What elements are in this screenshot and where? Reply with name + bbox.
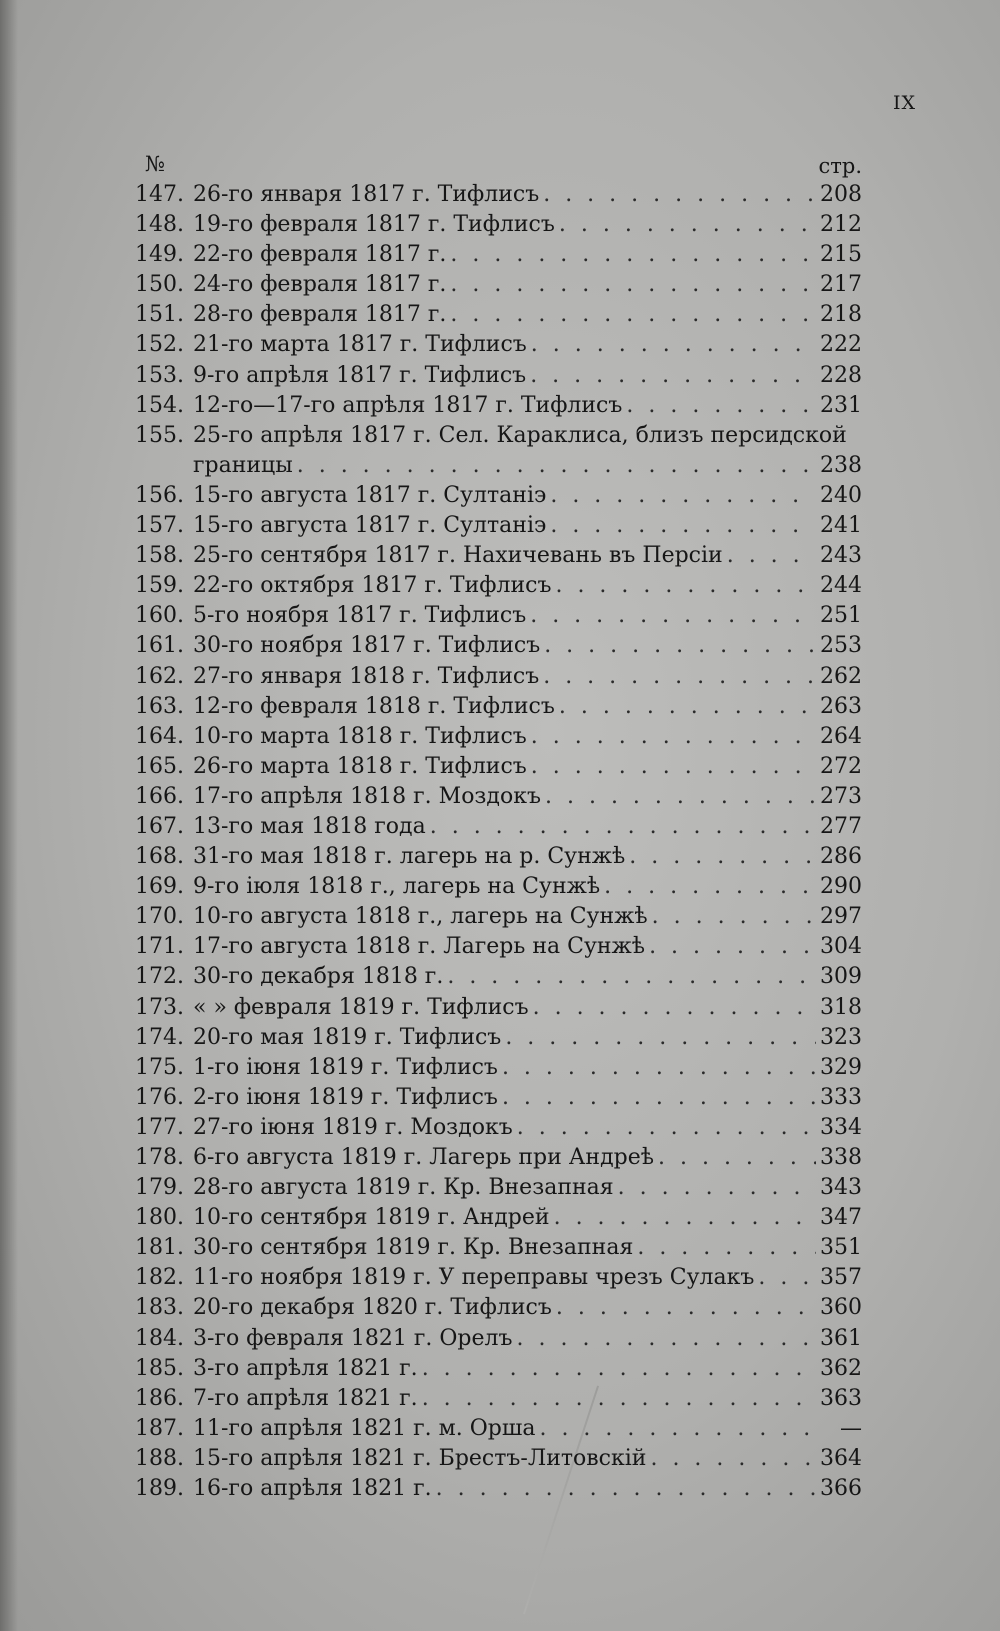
page-edge-shadow — [0, 0, 18, 1631]
entry-title: 26-го марта 1818 г. Тифлисъ — [193, 753, 527, 779]
leader-dots — [539, 1414, 818, 1444]
leader-dots — [531, 722, 816, 752]
leader-dots — [530, 361, 816, 391]
leader-dots — [658, 1143, 816, 1173]
entry-page: 272 — [820, 753, 862, 779]
entry-page: 363 — [820, 1385, 862, 1411]
entry-page: 361 — [820, 1325, 862, 1351]
leader-dots — [430, 812, 816, 842]
entry-page: 238 — [820, 452, 862, 478]
toc-entry — [135, 391, 862, 421]
entry-page: 228 — [820, 362, 862, 388]
leader-dots — [517, 1113, 816, 1143]
toc-entry — [135, 1263, 862, 1293]
leader-dots — [554, 1203, 816, 1233]
leader-dots — [556, 1293, 816, 1323]
toc-entry — [135, 1414, 862, 1444]
entry-number: 179. — [135, 1175, 184, 1201]
entry-page: 243 — [820, 543, 862, 569]
entry-title: 11-го апрѣля 1821 г. м. Орша — [193, 1415, 536, 1441]
leader-dots — [649, 932, 816, 962]
leader-dots — [531, 330, 816, 360]
entry-title: 2-го іюня 1819 г. Тифлисъ — [193, 1084, 498, 1110]
leader-dots — [543, 180, 816, 210]
entry-number: 150. — [135, 272, 184, 298]
entry-title: 28-го августа 1819 г. Кр. Внезапная — [193, 1175, 614, 1201]
toc-entry — [135, 481, 862, 511]
entry-number: 158. — [135, 543, 184, 569]
entry-title: 22-го февраля 1817 г. — [193, 242, 447, 268]
leader-dots — [545, 782, 816, 812]
entry-number: 172. — [135, 964, 184, 990]
entry-title: 17-го апрѣля 1818 г. Моздокъ — [193, 783, 541, 809]
entry-title: 20-го мая 1819 г. Тифлисъ — [193, 1024, 502, 1050]
entry-title: « » февраля 1819 г. Тифлисъ — [193, 994, 529, 1020]
entry-page: 366 — [820, 1476, 862, 1502]
toc-entry — [135, 692, 862, 722]
entry-page: 212 — [820, 212, 862, 238]
toc-entry — [135, 421, 862, 451]
entry-page: 231 — [820, 392, 862, 418]
entry-page: 297 — [820, 904, 862, 930]
entry-page: 360 — [820, 1295, 862, 1321]
entry-page: 208 — [820, 182, 862, 207]
entry-title: 30-го ноября 1817 г. Тифлисъ — [193, 633, 541, 659]
toc-entry — [135, 631, 862, 661]
entry-page: 364 — [820, 1445, 862, 1471]
entry-title: 28-го февраля 1817 г. — [193, 302, 447, 328]
leader-dots — [604, 872, 816, 902]
toc-entry — [135, 1233, 862, 1263]
entry-number: 181. — [135, 1235, 184, 1261]
entry-number: 171. — [135, 934, 184, 960]
entry-page: 290 — [820, 874, 862, 900]
toc-entry — [135, 1293, 862, 1323]
leader-dots — [727, 541, 816, 571]
entry-page: 240 — [820, 482, 862, 508]
entry-page: 323 — [820, 1024, 862, 1050]
entry-page: 253 — [820, 633, 862, 659]
leader-dots — [626, 391, 816, 421]
toc-entry — [135, 511, 862, 541]
entry-number: 147. — [135, 182, 184, 207]
entry-page: — — [840, 1415, 862, 1441]
entry-number: 154. — [135, 392, 184, 418]
entry-title: 31-го мая 1818 г. лагерь на р. Сунжѣ — [193, 844, 626, 870]
toc-entry — [135, 571, 862, 601]
entry-number: 189. — [135, 1476, 184, 1502]
entry-page: 357 — [820, 1265, 862, 1291]
entry-title: 12-го—17-го апрѣля 1817 г. Тифлисъ — [193, 392, 623, 418]
toc-entry — [135, 601, 862, 631]
entry-number: 163. — [135, 693, 184, 719]
toc-header — [135, 152, 862, 180]
leader-dots — [758, 1263, 816, 1293]
entry-number: 160. — [135, 603, 184, 629]
leader-dots — [559, 210, 816, 240]
entry-number: 157. — [135, 513, 184, 539]
toc-entry — [135, 812, 862, 842]
toc-entry — [135, 1384, 862, 1414]
leader-dots — [422, 1354, 816, 1384]
entry-title: 12-го февраля 1818 г. Тифлисъ — [193, 693, 555, 719]
toc-entry — [135, 1023, 862, 1053]
leader-dots — [422, 1384, 816, 1414]
entry-number: 152. — [135, 332, 184, 358]
entry-title: 30-го декабря 1818 г. — [193, 964, 444, 990]
entry-title: 19-го февраля 1817 г. Тифлисъ — [193, 212, 555, 238]
toc-entry-continuation — [135, 451, 862, 481]
entry-page: 333 — [820, 1084, 862, 1110]
entry-title: 3-го апрѣля 1821 г. — [193, 1355, 418, 1381]
entry-page: 273 — [820, 783, 862, 809]
entry-number: 180. — [135, 1205, 184, 1231]
leader-dots — [450, 300, 816, 330]
toc-entry — [135, 993, 862, 1023]
toc-entry — [135, 902, 862, 932]
entry-title: 27-го января 1818 г. Тифлисъ — [193, 663, 540, 689]
entry-title: 3-го февраля 1821 г. Орелъ — [193, 1325, 513, 1351]
entry-title: 20-го декабря 1820 г. Тифлисъ — [193, 1295, 552, 1321]
entry-title: 27-го іюня 1819 г. Моздокъ — [193, 1114, 513, 1140]
entry-title: 24-го февраля 1817 г. — [193, 272, 447, 298]
entry-number: 173. — [135, 994, 184, 1020]
leader-dots — [544, 631, 816, 661]
entry-number: 177. — [135, 1114, 184, 1140]
entry-number: 182. — [135, 1265, 184, 1291]
entry-title: 15-го августа 1817 г. Султаніэ — [193, 482, 547, 508]
entry-number: 151. — [135, 302, 184, 328]
entry-title: 21-го марта 1817 г. Тифлисъ — [193, 332, 527, 358]
entry-title: 15-го августа 1817 г. Султаніэ — [193, 513, 547, 539]
toc-entry — [135, 1173, 862, 1203]
entry-page: 244 — [820, 573, 862, 599]
entry-number: 149. — [135, 242, 184, 268]
entry-number: 159. — [135, 573, 184, 599]
entry-number: 174. — [135, 1024, 184, 1050]
entry-number: 185. — [135, 1355, 184, 1381]
leader-dots — [502, 1053, 816, 1083]
entry-number: 166. — [135, 783, 184, 809]
entry-page: 362 — [820, 1355, 862, 1381]
toc-entry — [135, 180, 862, 210]
toc-entry — [135, 1053, 862, 1083]
leader-dots — [650, 1444, 816, 1474]
leader-dots — [516, 1324, 816, 1354]
leader-dots — [637, 1233, 816, 1263]
entry-number: 187. — [135, 1415, 184, 1441]
entry-page: 217 — [820, 272, 862, 298]
leader-dots — [531, 752, 816, 782]
entry-page: 286 — [820, 844, 862, 870]
entry-number: 170. — [135, 904, 184, 930]
entry-page: 304 — [820, 934, 862, 960]
toc-entry — [135, 1474, 862, 1504]
entry-page: 241 — [820, 513, 862, 539]
entry-page: 318 — [820, 994, 862, 1020]
entry-page: 277 — [820, 813, 862, 839]
leader-dots — [629, 842, 816, 872]
toc-entry — [135, 1444, 862, 1474]
leader-dots — [550, 511, 816, 541]
toc-entry — [135, 270, 862, 300]
toc-entry — [135, 752, 862, 782]
entry-title: 15-го апрѣля 1821 г. Брестъ-Литовскій — [193, 1445, 647, 1471]
toc-entry — [135, 1143, 862, 1173]
entry-number: 183. — [135, 1295, 184, 1321]
entry-title: 26-го января 1817 г. Тифлисъ — [193, 182, 540, 207]
entry-title: 30-го сентября 1819 г. Кр. Внезапная — [193, 1235, 634, 1261]
entry-page: 215 — [820, 242, 862, 268]
page-number: IX — [893, 92, 917, 114]
toc-entry — [135, 330, 862, 360]
entry-title: 25-го апрѣля 1817 г. Сел. Караклиса, близъ персидской — [193, 422, 847, 448]
leader-dots — [533, 993, 816, 1023]
entry-page: 338 — [820, 1145, 862, 1170]
entry-number: 153. — [135, 362, 184, 388]
entry-title: 11-го ноября 1819 г. У переправы чрезъ Сулакъ — [193, 1265, 755, 1291]
leader-dots — [530, 601, 816, 631]
entry-page: 309 — [820, 964, 862, 990]
entry-title: 17-го августа 1818 г. Лагерь на Сунжѣ — [193, 934, 646, 960]
entry-title: 10-го марта 1818 г. Тифлисъ — [193, 723, 527, 749]
entry-number: 155. — [135, 422, 184, 448]
entry-number: 164. — [135, 723, 184, 749]
entry-page: 264 — [820, 723, 862, 749]
entry-title: 13-го мая 1818 года — [193, 813, 426, 839]
header-page-label: стр. — [818, 154, 862, 178]
toc-entry — [135, 361, 862, 391]
entry-page: 334 — [820, 1114, 862, 1140]
entry-title: 10-го сентября 1819 г. Андрей — [193, 1205, 550, 1231]
toc-entry — [135, 962, 862, 992]
toc-entry — [135, 300, 862, 330]
entry-number: 188. — [135, 1445, 184, 1471]
leader-dots — [502, 1083, 816, 1113]
entry-number: 168. — [135, 844, 184, 870]
entry-title: 25-го сентября 1817 г. Нахичевань въ Персіи — [193, 543, 723, 569]
entry-page: 251 — [820, 603, 862, 629]
leader-dots — [550, 481, 816, 511]
toc-entry — [135, 1354, 862, 1384]
toc-entry — [135, 722, 862, 752]
entry-number: 186. — [135, 1385, 184, 1411]
leader-dots — [555, 571, 816, 601]
entry-page: 329 — [820, 1054, 862, 1080]
toc-entry — [135, 1203, 862, 1233]
entry-number: 176. — [135, 1084, 184, 1110]
toc-entry — [135, 932, 862, 962]
toc-entry — [135, 782, 862, 812]
header-number-label: № — [145, 152, 165, 176]
leader-dots — [436, 1474, 816, 1504]
table-of-contents — [135, 180, 862, 1504]
entry-number: 169. — [135, 874, 184, 900]
entry-number: 178. — [135, 1145, 184, 1170]
entry-title: 5-го ноября 1817 г. Тифлисъ — [193, 603, 527, 629]
entry-title: 16-го апрѣля 1821 г. — [193, 1476, 432, 1502]
entry-page: 218 — [820, 302, 862, 328]
toc-entry — [135, 662, 862, 692]
leader-dots — [618, 1173, 816, 1203]
entry-title: 9-го іюля 1818 г., лагерь на Сунжѣ — [193, 874, 601, 900]
toc-entry — [135, 1113, 862, 1143]
leader-dots — [652, 902, 816, 932]
leader-dots — [505, 1023, 816, 1053]
leader-dots — [297, 451, 816, 481]
entry-title: 22-го октября 1817 г. Тифлисъ — [193, 573, 552, 599]
entry-page: 262 — [820, 663, 862, 689]
entry-number: 148. — [135, 212, 184, 238]
entry-title: 9-го апрѣля 1817 г. Тифлисъ — [193, 362, 527, 388]
entry-title: 10-го августа 1818 г., лагерь на Сунжѣ — [193, 904, 648, 930]
entry-page: 351 — [820, 1235, 862, 1261]
leader-dots — [450, 270, 816, 300]
entry-number: 161. — [135, 633, 184, 659]
entry-number: 165. — [135, 753, 184, 779]
toc-entry — [135, 240, 862, 270]
entry-title: 7-го апрѣля 1821 г. — [193, 1385, 418, 1411]
entry-number: 162. — [135, 663, 184, 689]
entry-title: 1-го іюня 1819 г. Тифлисъ — [193, 1054, 498, 1080]
entry-number: 175. — [135, 1054, 184, 1080]
leader-dots — [447, 962, 816, 992]
leader-dots — [450, 240, 816, 270]
toc-entry — [135, 210, 862, 240]
toc-entry — [135, 541, 862, 571]
leader-dots — [543, 662, 816, 692]
entry-number: 167. — [135, 813, 184, 839]
entry-title-continuation: границы — [193, 452, 293, 478]
entry-page: 347 — [820, 1205, 862, 1231]
toc-entry — [135, 872, 862, 902]
leader-dots — [559, 692, 816, 722]
entry-page: 263 — [820, 693, 862, 719]
entry-number: 156. — [135, 482, 184, 508]
entry-page: 343 — [820, 1175, 862, 1201]
entry-number: 184. — [135, 1325, 184, 1351]
entry-title: 6-го августа 1819 г. Лагерь при Андреѣ — [193, 1145, 654, 1170]
toc-entry — [135, 842, 862, 872]
toc-entry — [135, 1083, 862, 1113]
toc-entry — [135, 1324, 862, 1354]
entry-page: 222 — [820, 332, 862, 358]
